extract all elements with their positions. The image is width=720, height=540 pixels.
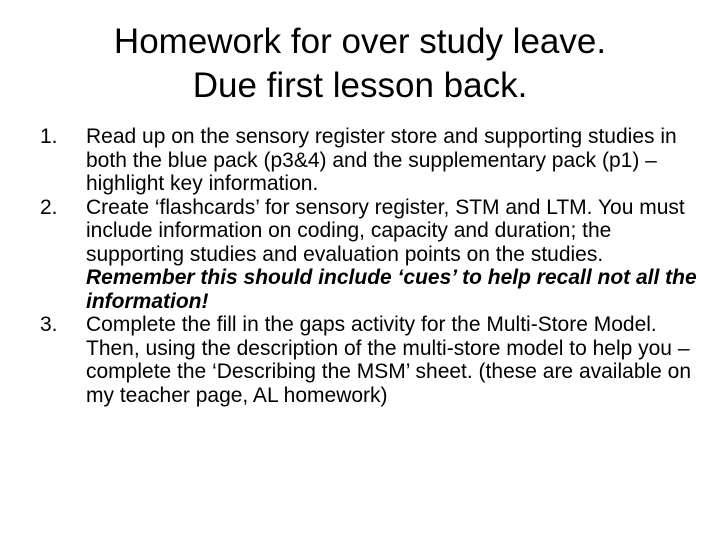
title-line-1: Homework for over study leave. [113, 22, 607, 61]
item-text: Create ‘flashcards’ for sensory register, STM and LTM. You must include information on coding, capacity and duration; the supporting studies and evaluation points on the studies. [86, 195, 685, 266]
item-text-container [86, 196, 700, 314]
item-text: Complete the fill in the gaps activity for the Multi-Store Model. Then, using the description of the multi-store model to help you – complete the ‘Describing the MSM’ sheet. (these are available on my teacher page, AL homework) [86, 313, 692, 407]
list-item [40, 313, 700, 407]
item-text: Read up on the sensory register store and supporting studies in both the blue pack (p3&4) and the supplementary pack (p1) – highlight key information. [86, 125, 677, 195]
item-number: 3. [40, 313, 58, 336]
list-item [40, 125, 700, 196]
item-number: 2. [40, 195, 58, 219]
slide-title [40, 20, 680, 108]
item-number: 1. [40, 125, 58, 148]
item-emphasis: Remember this should include ‘cues’ to help recall not all the information! [86, 266, 697, 313]
title-line-2: Due first lesson back. [192, 66, 528, 105]
homework-list [40, 125, 700, 407]
list-item [40, 196, 700, 314]
